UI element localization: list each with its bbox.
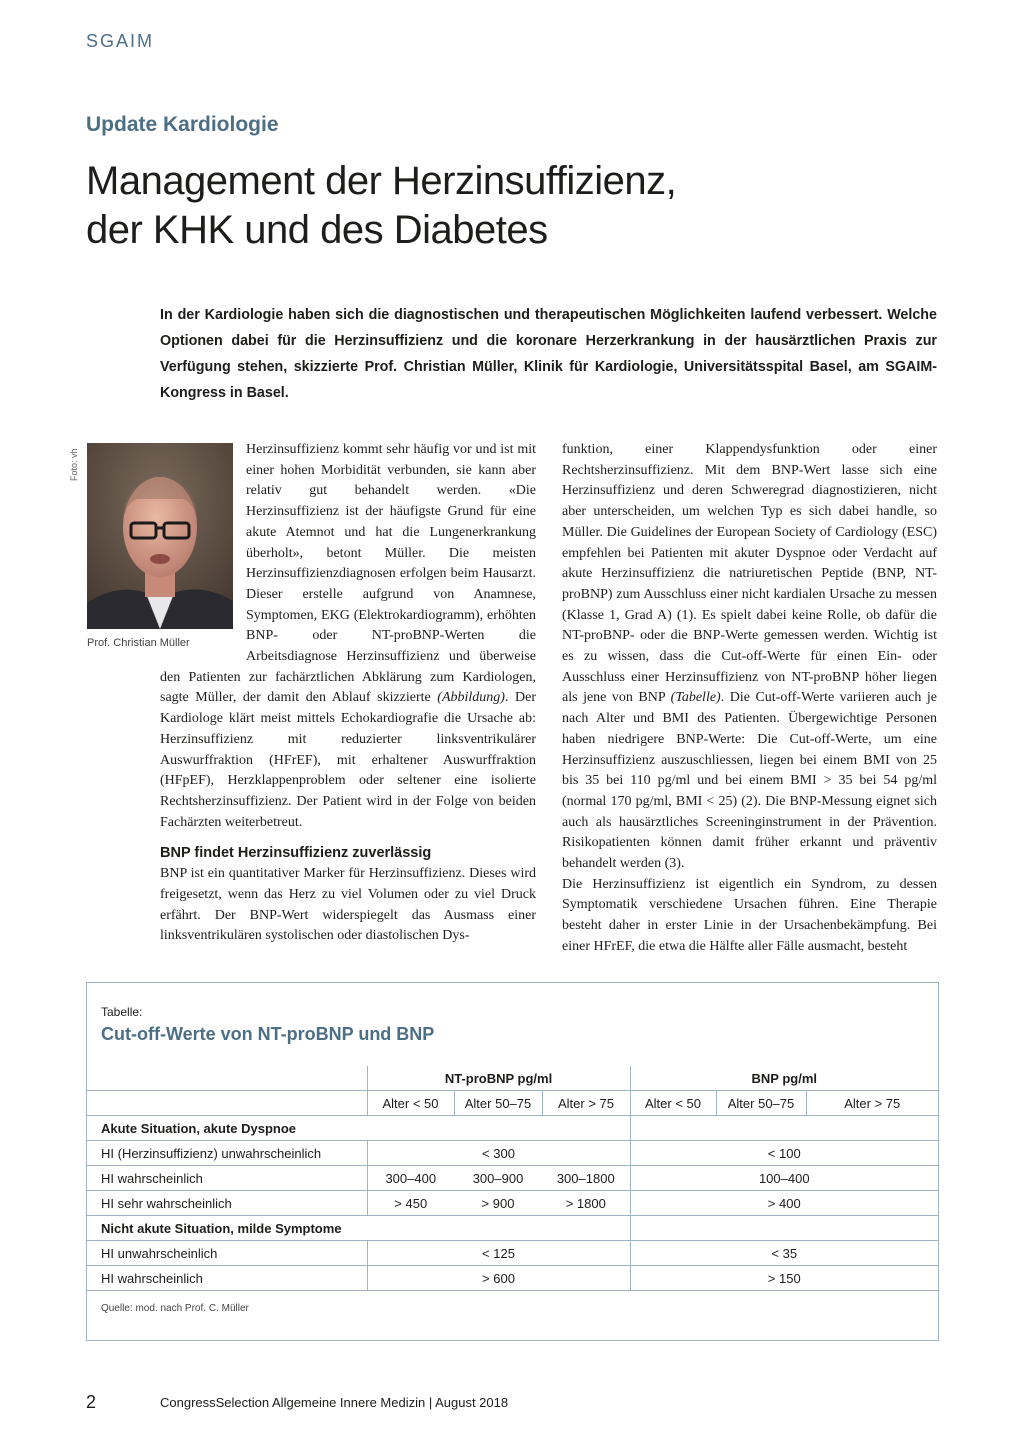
bnp-value: 100–400 [630,1166,938,1191]
table-age-header-row [87,1091,938,1116]
table-header-empty [87,1091,367,1116]
paragraph-intro-text: Herzinsuffizienz kommt sehr häufig vor und ist mit einer hohen Morbidität verbunden, sie kann aber relativ gut behandelt werden. «Die Herzinsuffizienz ist der häufigste Grund für eine akute Atemnot und hat die Lungenerkrankung überholt», betont Müller. Die meisten Herzinsuffizienzdiagnosen erfolgen beim Hausarzt. Dieser erstelle aufgrund von Anamnese, Symptomen, EKG (Elektrokardiogramm), erhöhten BNP- oder NT-proBNP-Werten die Arbeitsdiagnose Herzinsuffizienz und überweise den Patienten zur fachärztlichen Abklärung zum Kardiologen, sagte Müller, der damit den Ablauf skizzierte [160,442,536,706]
section-empty [630,1116,938,1141]
nt-value: > 450 [367,1191,454,1216]
table-row [87,1166,938,1191]
row-label: HI sehr wahrscheinlich [87,1191,367,1216]
text-column-1 [160,440,536,947]
section-heading-bnp: BNP findet Herzinsuffizienz zuverlässig [160,845,432,862]
bnp-value: > 150 [630,1266,938,1291]
paragraph-intro-text-continued: . Der Kardiologe klärt meist mittels Echokardiografie die Ursache ab: Herzinsuffizienz mit reduzierter linksventrikulärer Auswurffraktion (HFrEF), mit erhaltener Auswurffraktion (HFpEF), Herzklappenproblem oder seltener eine isolierte Rechtsherzinsuffizienz. Der Patient wird in der Folge von beiden Fachärzten weiterbetreut. [160,690,536,830]
row-label: HI wahrscheinlich [87,1266,367,1291]
text-column-2 [562,440,937,958]
table-group-header-row [87,1066,938,1091]
row-label: HI (Herzinsuffizienz) unwahrscheinlich [87,1141,367,1166]
nt-value: > 1800 [542,1191,630,1216]
age-header: Alter < 50 [367,1091,454,1116]
table-row [87,1141,938,1166]
table-title: Cut-off-Werte von NT-proBNP und BNP [101,1024,435,1044]
photo-credit-text: Foto: vh [69,448,79,481]
table-row [87,1241,938,1266]
nt-value: < 300 [367,1141,630,1166]
table-row [87,1266,938,1291]
photo-caption: Prof. Christian Müller [87,637,190,649]
age-header: Alter > 75 [542,1091,630,1116]
section-empty [630,1216,938,1241]
table-reference[interactable]: (Tabelle) [670,690,721,706]
row-label: HI wahrscheinlich [87,1166,367,1191]
nt-value: < 125 [367,1241,630,1266]
table-section-row [87,1116,938,1141]
paragraph-bnp-continued-text-2: . Die Cut-off-Werte variieren auch je nach Alter und BMI des Patienten. Übergewichtige Personen haben niedrigere BNP-Werte: Die Cut-off-Werte, um eine Herzinsuffizienz auszuschliessen, liegen bei einem BMI von 25 bis 35 bei 110 pg/ml und bei einem BMI > 35 bei 54 pg/ml (normal 170 pg/ml, BMI < 25) (2). Die BNP-Messung eignet sich auch als hausärztliches Screeninginstrument in der Prävention. Risikopatienten können damit früher erkannt und präventiv behandelt werden (3). [562,690,937,872]
age-header: Alter 50–75 [454,1091,542,1116]
section-non-acute: Nicht akute Situation, milde Symptome [87,1216,630,1241]
table-source: Quelle: mod. nach Prof. C. Müller [101,1303,249,1314]
nt-value: > 600 [367,1266,630,1291]
journal-brand: SGAIM [86,31,155,51]
age-header: Alter < 50 [630,1091,716,1116]
nt-value: > 900 [454,1191,542,1216]
bnp-value: < 100 [630,1141,938,1166]
table-row [87,1191,938,1216]
header-bnp: BNP pg/ml [630,1066,938,1091]
photo-wrap-spacer [160,440,246,662]
article-kicker: Update Kardiologie [86,113,279,136]
footer-text: CongressSelection Allgemeine Innere Medizin | August 2018 [160,1395,509,1410]
cutoff-table-box [86,982,939,1341]
article-lead: In der Kardiologie haben sich die diagnostischen und therapeutischen Möglichkeiten laufend verbessert. Welche Optionen dabei für die Herzinsuffizienz und die koronare Herzerkrankung in der hausärztlichen Praxis zur Verfügung stehen, skizzierte Prof. Christian Müller, Klinik für Kardiologie, Universitätsspital Basel, am SGAIM-Kongress in Basel. [160,307,937,401]
bnp-value: > 400 [630,1191,938,1216]
section-acute: Akute Situation, akute Dyspnoe [87,1116,630,1141]
nt-value: 300–900 [454,1166,542,1191]
paragraph-bnp-continued-text: funktion, einer Klappendysfunktion oder einer Rechtsherzinsuffizienz. Mit dem BNP-Wert lasse sich eine Herzinsuffizienz und deren Schweregrad diagnostizieren, nicht aber unterscheiden, um welchen Typ es sich dabei handle, so Müller. Die Guidelines der European Society of Cardiology (ESC) empfehlen bei Patienten mit akuter Dyspnoe oder Verdacht auf akute Herzinsuffizienz die natriuretischen Peptide (BNP, NT-proBNP) zum Ausschluss einer nicht kardialen Ursache zu messen (Klasse 1, Grad A) (1). Es spielt dabei keine Rolle, ob dafür die NT-proBNP- oder die BNP-Werte gemessen werden. Wichtig ist es zu wissen, dass die Cut-off-Werte für einen Ein- oder Ausschluss einer Herzinsuffizienz von NT-proBNP höher liegen als jene von BNP [562,442,937,706]
age-header: Alter 50–75 [716,1091,806,1116]
age-header: Alter > 75 [806,1091,938,1116]
title-line-1: Management der Herzinsuffizienz, [86,159,677,203]
nt-value: 300–1800 [542,1166,630,1191]
paragraph-syndrome: Die Herzinsuffizienz ist eigentlich ein Syndrom, zu dessen Symptomatik verschiedene Ursachen führen. Eine Therapie besteht daher in erster Linie in der Ursachenbekämpfung. Bei einer HFrEF, die etwa die Hälfte aller Fälle ausmacht, besteht [562,876,937,954]
photo-credit [66,442,80,482]
paragraph-bnp-continued [562,440,937,875]
article-title [86,157,886,255]
figure-reference[interactable]: (Abbildung) [437,690,505,706]
table-section-row [87,1216,938,1241]
row-label: HI unwahrscheinlich [87,1241,367,1266]
cutoff-table [87,1066,938,1291]
title-line-2: der KHK und des Diabetes [86,208,548,252]
table-header-empty [87,1066,367,1091]
bnp-value: < 35 [630,1241,938,1266]
table-label: Tabelle: [101,1005,143,1019]
header-nt-probnp: NT-proBNP pg/ml [367,1066,630,1091]
nt-value: 300–400 [367,1166,454,1191]
page-number: 2 [86,1392,97,1412]
paragraph-bnp: BNP ist ein quantitativer Marker für Herzinsuffizienz. Dieses wird freigesetzt, wenn das Herz zu viel Volumen oder zu viel Druck erfährt. Der BNP-Wert widerspiegelt das Ausmass einer linksventrikulären systolischen oder diastolischen Dys- [160,866,536,944]
